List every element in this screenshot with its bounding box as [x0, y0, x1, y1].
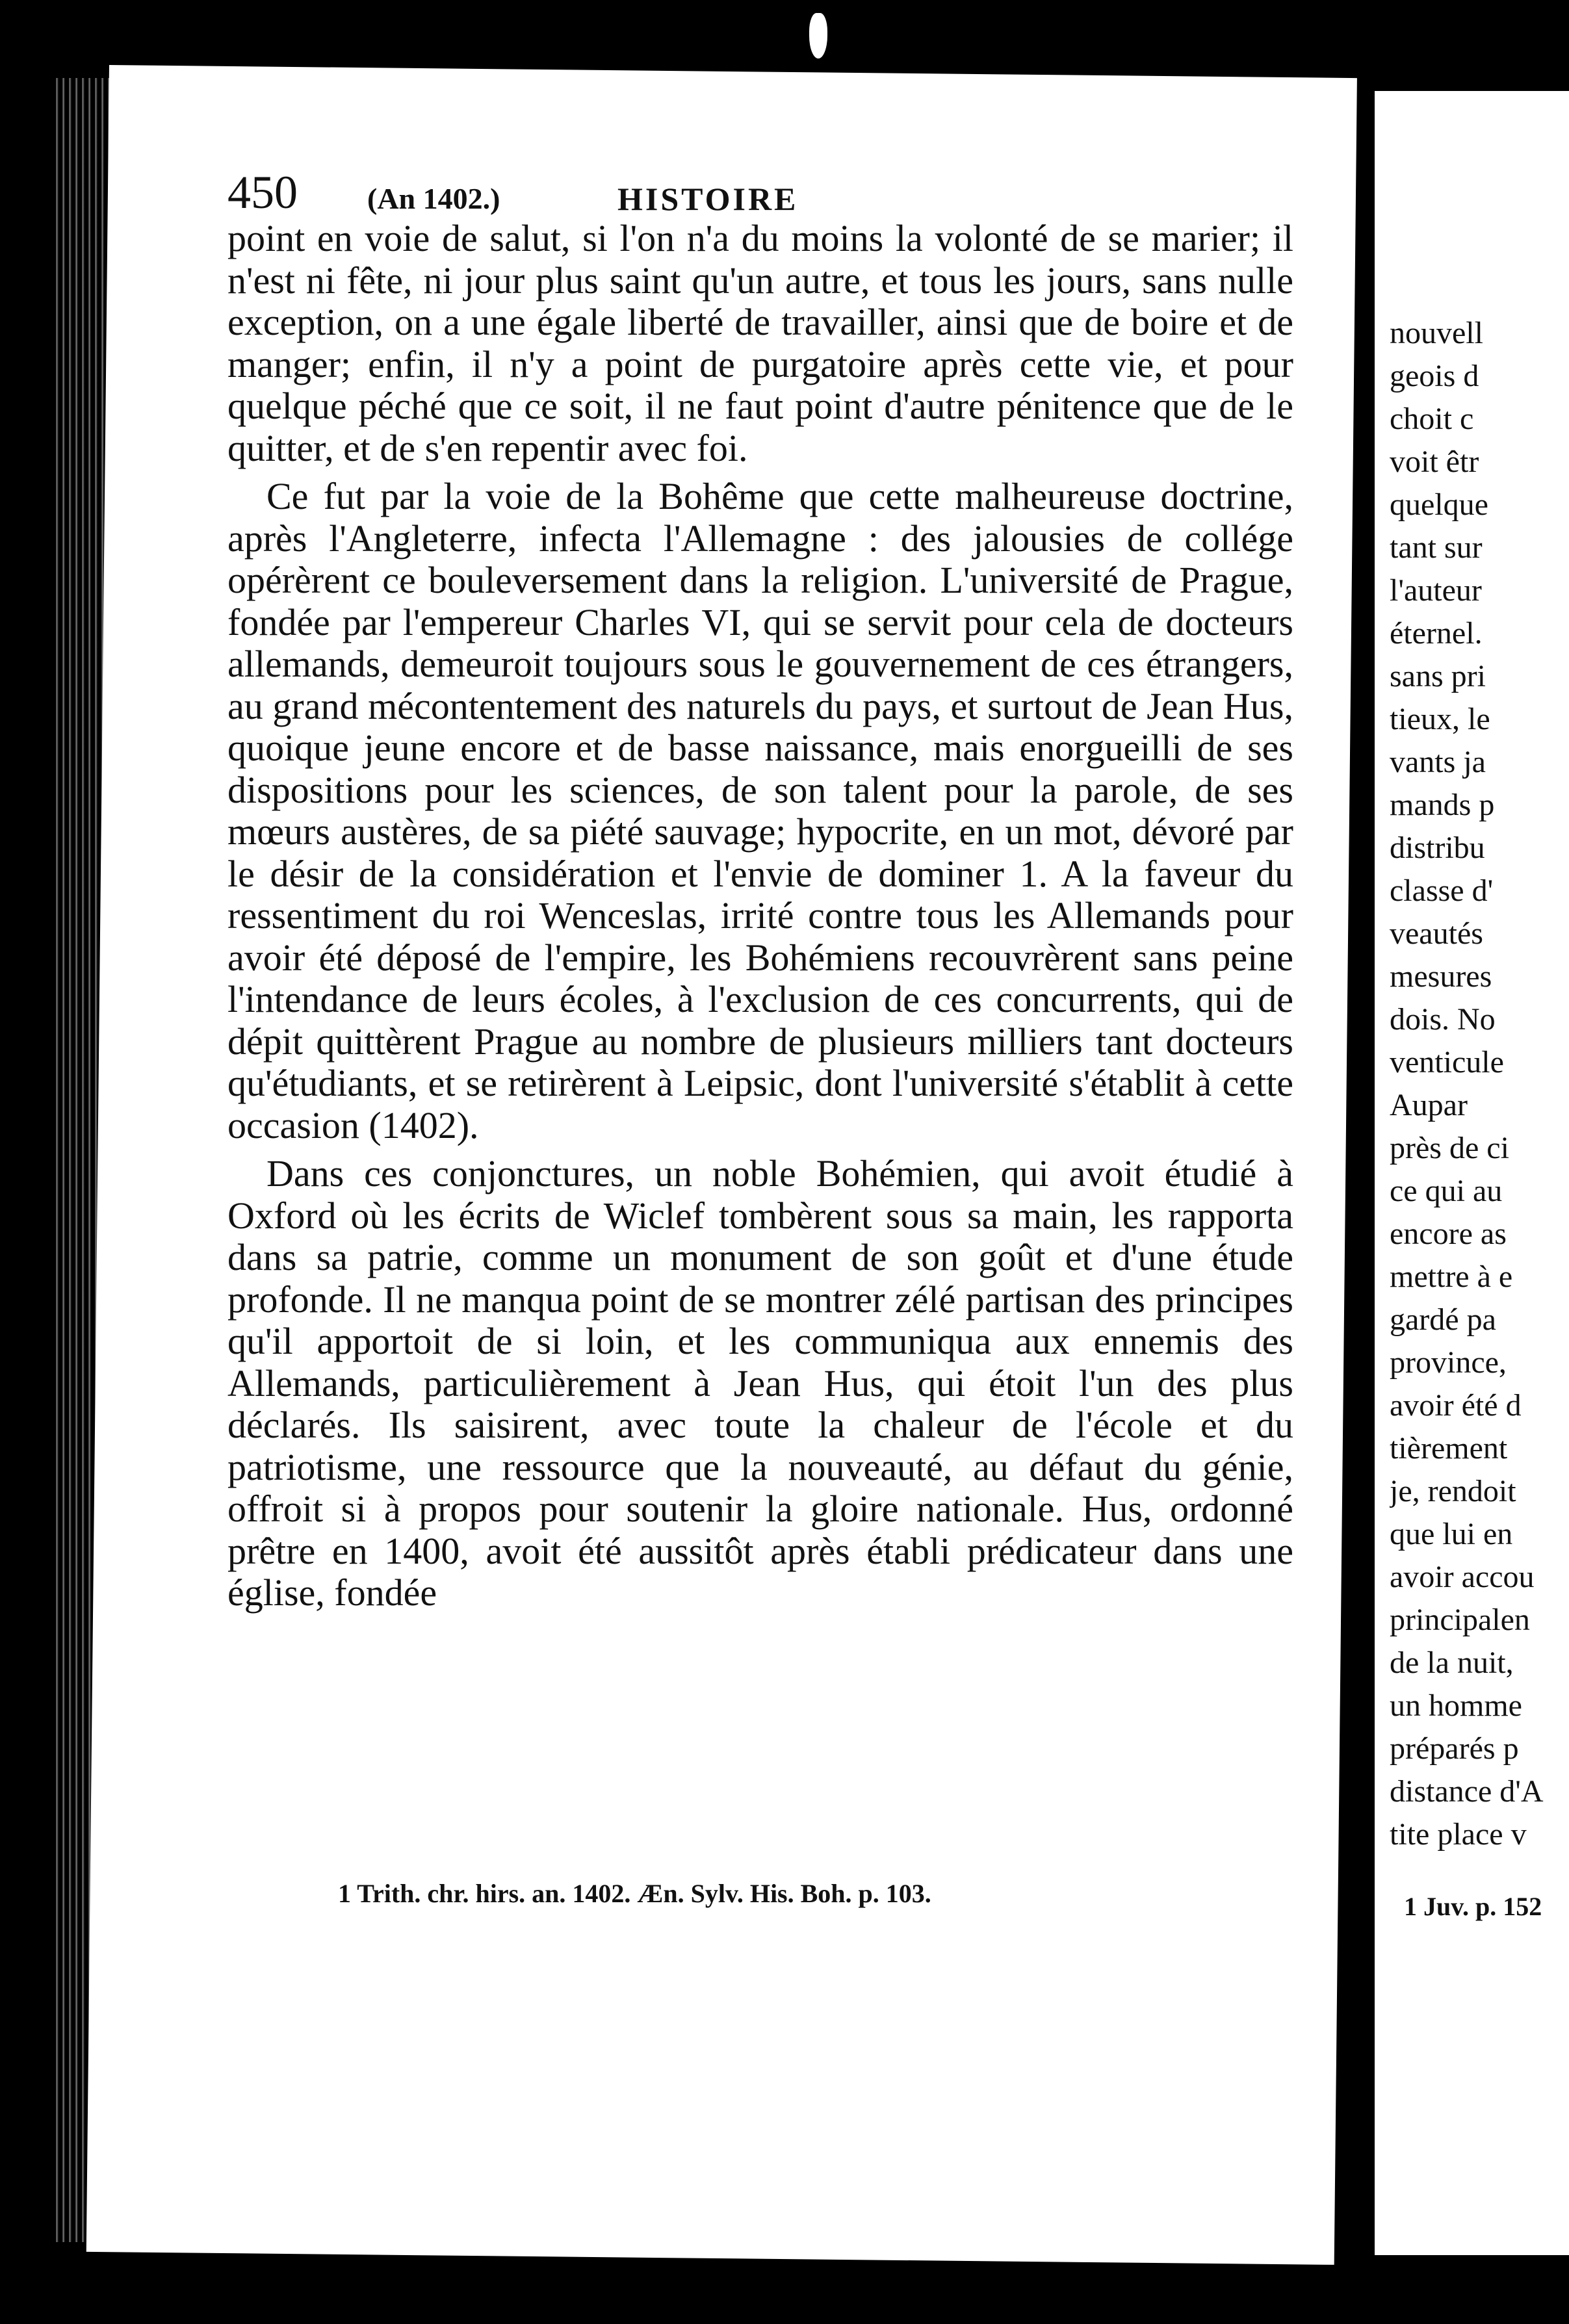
right-page-line: sans pri — [1390, 659, 1486, 693]
right-page-line: classe d' — [1390, 873, 1494, 908]
right-page-line: quelque — [1390, 487, 1488, 522]
page-number: 450 — [227, 166, 298, 218]
right-page-line: préparés p — [1390, 1731, 1519, 1766]
right-page-line: principalen — [1390, 1603, 1530, 1637]
right-page-line: mettre à e — [1390, 1259, 1513, 1294]
right-page-footnote: 1 Juv. p. 152 — [1404, 1892, 1542, 1921]
year-tag: (An 1402.) — [367, 182, 500, 215]
right-page-line: ce qui au — [1390, 1174, 1503, 1208]
right-page-line: éternel. — [1390, 616, 1483, 651]
page-header — [227, 166, 877, 224]
right-page-line: geois d — [1390, 359, 1479, 393]
right-page-line: choit c — [1390, 402, 1474, 436]
right-page-line: vants ja — [1390, 745, 1486, 779]
right-page-line: dois. No — [1390, 1002, 1496, 1037]
right-page-line: tieux, le — [1390, 702, 1490, 736]
right-page-line: nouvell — [1390, 316, 1483, 350]
right-page-line: l'auteur — [1390, 573, 1482, 608]
right-page-line: distance d'A — [1390, 1774, 1544, 1809]
right-page-line: avoir été d — [1390, 1388, 1522, 1423]
right-page-line: gardé pa — [1390, 1302, 1496, 1337]
right-page-line: tièrement — [1390, 1431, 1508, 1465]
main-text — [227, 218, 1293, 1621]
right-page-line: un homme — [1390, 1688, 1522, 1723]
footnote: 1 Trith. chr. hirs. an. 1402. Æn. Sylv. His. Boh. p. 103. — [338, 1879, 931, 1908]
right-page-line: encore as — [1390, 1217, 1507, 1251]
paragraph-3: Dans ces conjonctures, un noble Bohémien, qui avoit étudié à Oxford où les écrits de Wiclef tombèrent sous sa main, les rapporta dans sa patrie, comme un monument de son goût et d'une étude profonde. Il ne manqua point de se montrer zélé partisan des principes qu'il apportoit de si loin, et les communiqua aux ennemis des Allemands, particulièrement à Jean Hus, qui étoit l'un des plus déclarés. Ils saisirent, avec toute la chaleur de l'école et du patriotisme, une ressource que la nouveauté, au défaut du génie, offroit si à propos pour soutenir la gloire nationale. Hus, ordonné prêtre en 1400, avoit été aussitôt après établi prédicateur dans une église, fondée — [227, 1152, 1293, 1614]
right-page-line: avoir accou — [1390, 1560, 1535, 1594]
paragraph-1: point en voie de salut, si l'on n'a du moins la volonté de se marier; il n'est ni fête, ni jour plus saint qu'un autre, et tous les jours, sans nulle exception, on a une égale liberté de travailler, ainsi que de boire et de manger; enfin, il n'y a point de purgatoire après cette vie, et pour quelque péché que ce soit, il ne faut point d'autre pénitence que de le quitter, et de s'en repentir avec foi. — [227, 217, 1293, 469]
scan-mark — [809, 13, 827, 58]
right-page-line: province, — [1390, 1345, 1507, 1380]
right-page-line: Aupar — [1390, 1088, 1468, 1122]
right-page-line: distribu — [1390, 831, 1485, 865]
right-page-line: venticule — [1390, 1045, 1504, 1079]
right-page-line: de la nuit, — [1390, 1646, 1514, 1680]
right-page-line: tant sur — [1390, 530, 1483, 565]
right-page-line: mesures — [1390, 959, 1492, 994]
right-page-line: que lui en — [1390, 1517, 1513, 1551]
running-title: HISTOIRE — [617, 181, 799, 217]
right-page-line: voit êtr — [1390, 445, 1479, 479]
right-page-line: près de ci — [1390, 1131, 1509, 1165]
right-page-line: tite place v — [1390, 1817, 1527, 1852]
right-page-line: mands p — [1390, 788, 1495, 822]
right-page-text — [1390, 312, 1569, 1856]
right-page-line: veautés — [1390, 916, 1483, 951]
right-page-line: je, rendoit — [1390, 1474, 1516, 1508]
paragraph-2: Ce fut par la voie de la Bohême que cette malheureuse doctrine, après l'Angleterre, infecta l'Allemagne : des jalousies de collége opérèrent ce bouleversement dans la religion. L'université de Prague, fondée par l'empereur Charles VI, qui se servit pour cela de docteurs allemands, demeuroit toujours sous le gouvernement de ces étrangers, au grand mécontentement des naturels du pays, et surtout de Jean Hus, quoique jeune encore et de basse naissance, mais enorgueilli de ses dispositions pour les sciences, de son talent pour la parole, de ses mœurs austères, de sa piété sauvage; hypocrite, en un mot, dévoré par le désir de la considération et l'envie de dominer 1. A la faveur du ressentiment du roi Wenceslas, irrité contre tous les Allemands pour avoir été déposé de l'empire, les Bohémiens recouvrèrent sans peine l'intendance de leurs écoles, à l'exclusion de ces concurrents, qui de dépit quittèrent Prague au nombre de plusieurs milliers tant docteurs qu'étudiants, et se retirèrent à Leipsic, dont l'université s'établit à cette occasion (1402). — [227, 475, 1293, 1146]
